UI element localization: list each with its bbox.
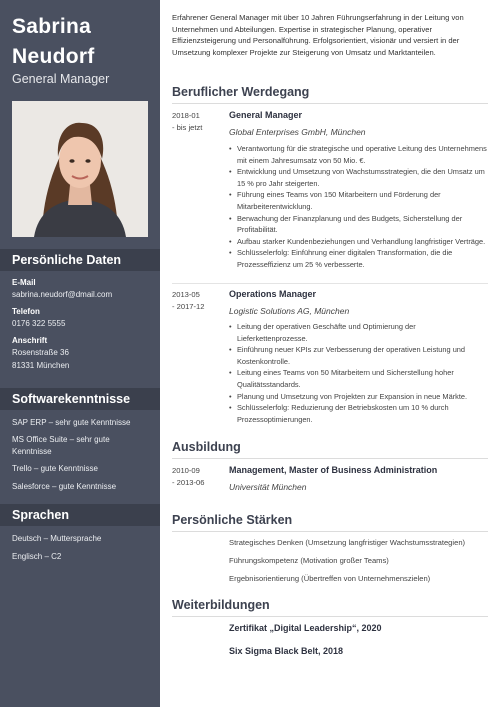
phone-value: 0176 322 5555: [12, 319, 66, 328]
address-label: Anschrift: [12, 336, 48, 345]
job-date-from: 2018-01: [172, 111, 200, 120]
education-date-to: - 2013-06: [172, 477, 205, 487]
language-item: Deutsch – Muttersprache: [12, 534, 102, 543]
education-degree: Management, Master of Business Administration: [229, 465, 438, 475]
portrait-illustration: [12, 101, 148, 237]
education-date-from: 2010-09: [172, 466, 200, 475]
job-date-to: - 2017-12: [172, 301, 205, 311]
languages-heading: Sprachen: [0, 504, 160, 526]
job-company: Logistic Solutions AG, München: [229, 306, 350, 316]
education-date: [172, 465, 222, 488]
strength-item: Ergebnisorientierung (Übertreffen von Unternehmenszielen): [229, 574, 431, 583]
software-heading: Softwarekenntnisse: [0, 388, 160, 410]
bullet-item: • Entwicklung und Umsetzung von Wachstumsstrategien, die den Umsatz um 15 % pro Jahr steigerten.: [229, 166, 488, 189]
bullet-item: • Führung eines Teams von 150 Mitarbeitern und Förderung der Mitarbeiterentwicklung.: [229, 189, 488, 212]
training-item: Zertifikat „Digital Leadership“, 2020: [229, 623, 382, 633]
profile-photo: [12, 101, 148, 237]
personal-data-heading: Persönliche Daten: [0, 249, 160, 271]
strength-item: Führungskompetenz (Motivation großer Teams): [229, 556, 389, 565]
job-divider: [172, 283, 488, 284]
experience-heading: Beruflicher Werdegang: [172, 85, 488, 104]
job-position: General Manager: [229, 110, 303, 120]
phone-label: Telefon: [12, 307, 40, 316]
job-date: [172, 110, 222, 133]
job-title: General Manager: [12, 72, 110, 86]
profile-summary: Erfahrener General Manager mit über 10 Jahren Führungserfahrung in der Leitung von Unternehmen und Abteilungen. Expertise in strategischer Planung, operativer Effizienzsteigerung und Personalführung. Erfolgsorientiert, visionär und versiert in der Umsetzung komplexer Projekte zur Steigerung von Umsatz und Marktanteilen.: [172, 13, 464, 57]
candidate-name: [12, 12, 95, 72]
bullet-item: • Schlüsselerfolg: Reduzierung der Betriebskosten um 10 % durch Prozessoptimierungen.: [229, 402, 488, 425]
last-name: Neudorf: [12, 45, 95, 68]
email-value: sabrina.neudorf@dmail.com: [12, 290, 113, 299]
language-item: Englisch – C2: [12, 552, 62, 561]
job-position: Operations Manager: [229, 289, 317, 299]
training-item: Six Sigma Black Belt, 2018: [229, 646, 344, 656]
bullet-item: • Aufbau starker Kundenbeziehungen und Verhandlung langfristiger Verträge.: [229, 236, 488, 248]
software-item: Trello – gute Kenntnisse: [12, 464, 98, 473]
job-date: [172, 289, 222, 312]
strengths-heading: Persönliche Stärken: [172, 513, 488, 532]
job-company: Global Enterprises GmbH, München: [229, 127, 366, 137]
strength-item: Strategisches Denken (Umsetzung langfristiger Wachstumsstrategien): [229, 538, 466, 547]
bullet-item: • Verantwortung für die strategische und operative Leitung des Unternehmens mit einem Jahresumsatz von 50 Mio. €.: [229, 143, 488, 166]
address-line-1: Rosenstraße 36: [12, 348, 69, 357]
bullet-item: • Leitung der operativen Geschäfte und Optimierung der Lieferkettenprozesse.: [229, 321, 488, 344]
software-item: Salesforce – gute Kenntnisse: [12, 482, 117, 491]
bullet-item: • Schlüsselerfolg: Einführung einer digitalen Transformation, die die Prozesseffizienz um 25 % verbesserte.: [229, 247, 488, 270]
bullet-item: • Leitung eines Teams von 50 Mitarbeitern und Sicherstellung hoher Qualitätsstandards.: [229, 367, 488, 390]
job-date-to: - bis jetzt: [172, 122, 203, 132]
job-bullets: [229, 321, 488, 425]
job-date-from: 2013-05: [172, 290, 200, 299]
job-bullets: [229, 143, 488, 271]
bullet-item: • Berwachung der Finanzplanung und des Budgets, Sicherstellung der Profitabilität.: [229, 213, 488, 236]
software-item: SAP ERP – sehr gute Kenntnisse: [12, 418, 131, 427]
bullet-item: • Einführung neuer KPIs zur Verbesserung der operativen Leistung und Kostenkontrolle.: [229, 344, 488, 367]
first-name: Sabrina: [12, 15, 92, 38]
education-heading: Ausbildung: [172, 440, 488, 459]
training-heading: Weiterbildungen: [172, 598, 488, 617]
bullet-item: • Planung und Umsetzung von Projekten zur Expansion in neue Märkte.: [229, 391, 488, 403]
sidebar: [0, 0, 160, 707]
education-school: Universität München: [229, 482, 307, 492]
email-label: E-Mail: [12, 278, 36, 287]
address-line-2: 81331 München: [12, 361, 70, 370]
software-item: MS Office Suite – sehr gute Kenntnisse: [12, 435, 110, 456]
